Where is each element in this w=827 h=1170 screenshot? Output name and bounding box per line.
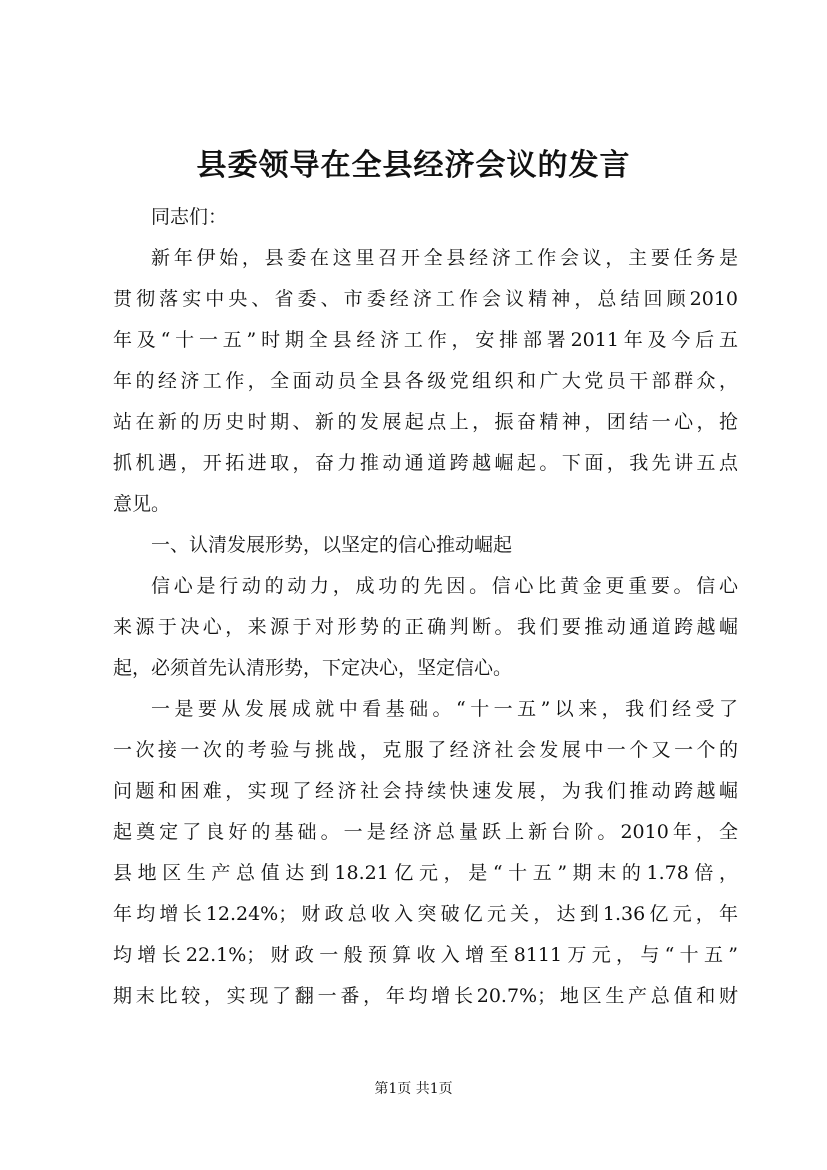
- document-title: 县委领导在全县经济会议的发言: [196, 148, 631, 183]
- paragraph-line: 起奠定了良好的基础。一是经济总量跃上新台阶。2010年，全: [113, 821, 738, 843]
- paragraph-line: 县地区生产总值达到18.21亿元，是“十五”期末的1.78倍，: [113, 862, 738, 884]
- paragraph-line: 来源于决心，来源于对形势的正确判断。我们要推动通道跨越崛: [113, 616, 738, 638]
- salutation-line: 同志们：: [151, 206, 228, 228]
- section-heading: 一、认清发展形势，以坚定的信心推动崛起: [151, 534, 513, 556]
- paragraph-line: 贯彻落实中央、省委、市委经济工作会议精神，总结回顾2010: [113, 288, 738, 310]
- paragraph-line: 年均增长12.24%；财政总收入突破亿元关，达到1.36亿元，年: [113, 903, 738, 925]
- paragraph-line: 信心是行动的动力，成功的先因。信心比黄金更重要。信心: [151, 575, 738, 597]
- paragraph-line: 期末比较，实现了翻一番，年均增长20.7%；地区生产总值和财: [113, 985, 738, 1007]
- paragraph-line: 站在新的历史时期、新的发展起点上，振奋精神，团结一心，抢: [113, 411, 738, 433]
- paragraph-line: 均增长22.1%；财政一般预算收入增至8111万元，与“十五”: [113, 944, 738, 966]
- paragraph-line: 年及“十一五”时期全县经济工作，安排部署2011年及今后五: [113, 329, 738, 351]
- paragraph-line: 问题和困难，实现了经济社会持续快速发展，为我们推动跨越崛: [113, 780, 738, 802]
- paragraph-line: 一次接一次的考验与挑战，克服了经济社会发展中一个又一个的: [113, 739, 738, 761]
- paragraph-line: 意见。: [113, 493, 171, 515]
- paragraph-line: 起，必须首先认清形势，下定决心，坚定信心。: [113, 657, 513, 679]
- paragraph-line: 一是要从发展成就中看基础。“十一五”以来，我们经受了: [151, 698, 738, 720]
- paragraph-line: 新年伊始，县委在这里召开全县经济工作会议，主要任务是: [151, 247, 738, 269]
- paragraph-line: 年的经济工作，全面动员全县各级党组织和广大党员干部群众，: [113, 370, 738, 392]
- document-body: [113, 197, 738, 1017]
- paragraph-line: 抓机遇，开拓进取，奋力推动通道跨越崛起。下面，我先讲五点: [113, 452, 738, 474]
- page-number-footer: 第1页 共1页: [374, 1081, 453, 1097]
